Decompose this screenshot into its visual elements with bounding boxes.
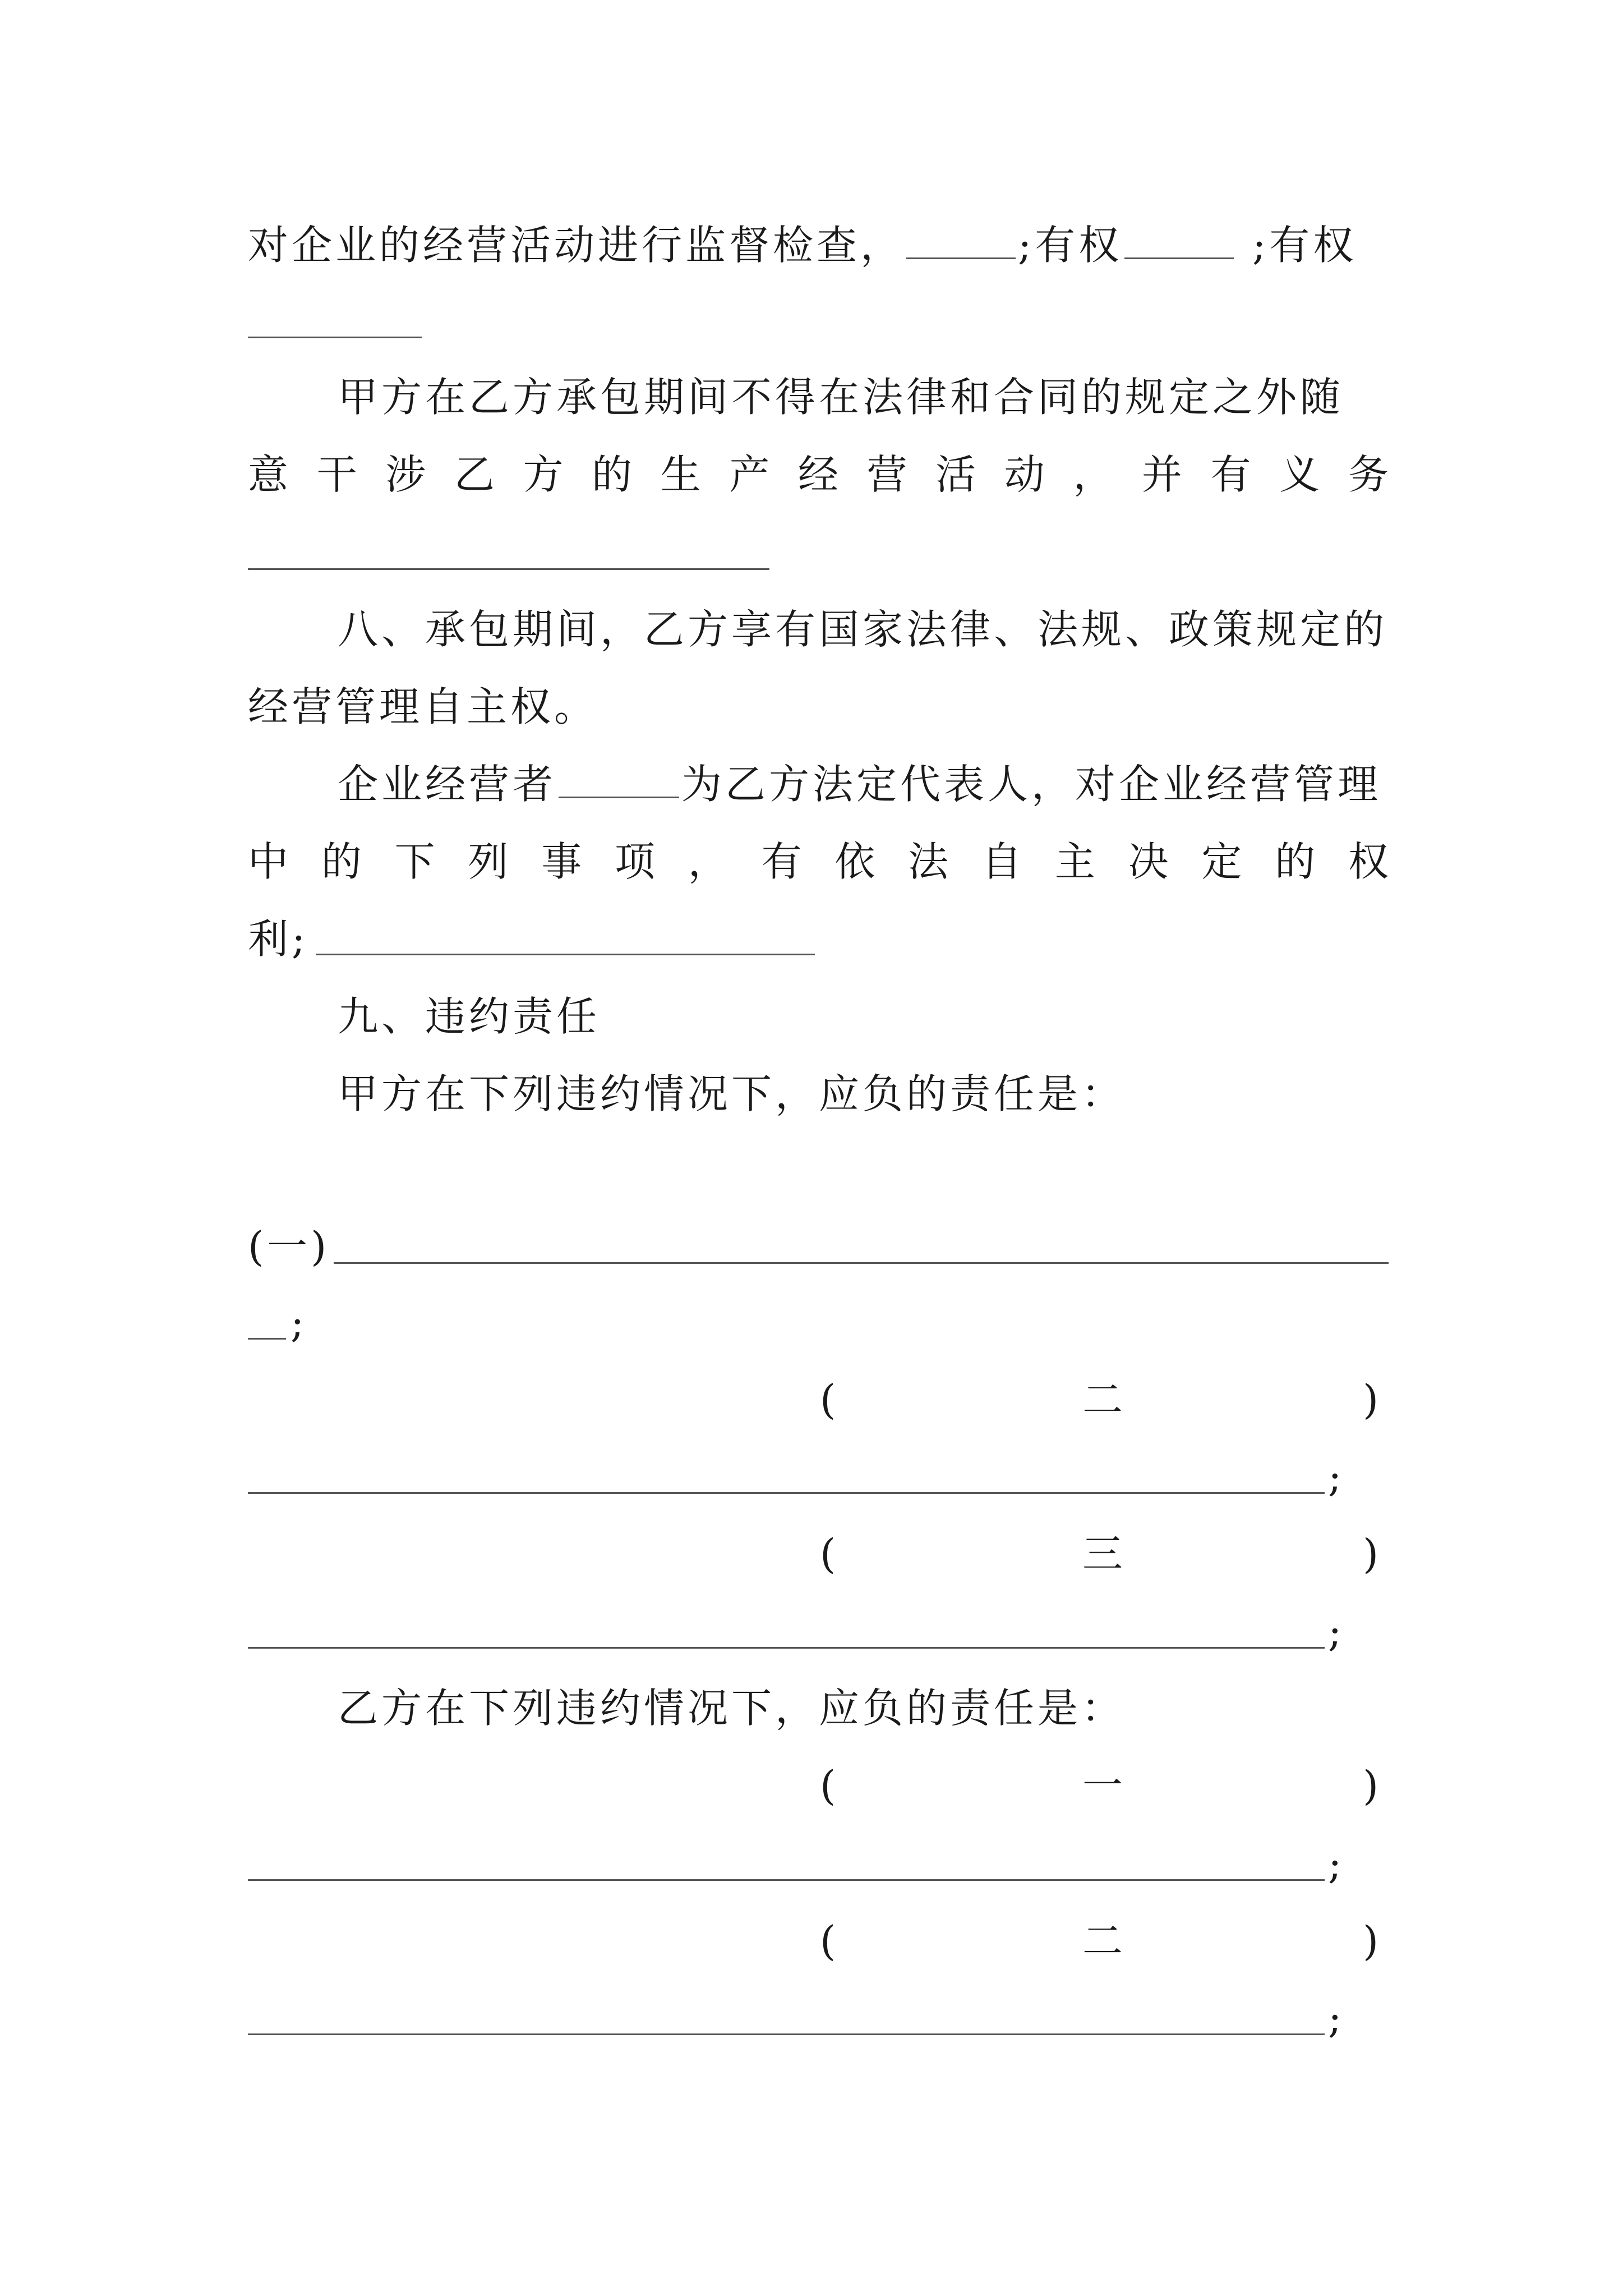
yi-item2-close: ) — [1363, 1917, 1382, 1964]
separator-text: ;有权 — [1018, 222, 1123, 269]
yi-item1-num: 一 — [1082, 1762, 1127, 1809]
jia-item2-close: ) — [1363, 1376, 1382, 1423]
blank-field[interactable] — [1124, 218, 1234, 259]
yi-item2-end: ; — [1328, 1995, 1345, 2042]
blank-field[interactable] — [248, 337, 422, 338]
yi-item1-end: ; — [1328, 1841, 1345, 1888]
blank-field[interactable] — [248, 1647, 1325, 1649]
blank-field[interactable] — [248, 1492, 1325, 1494]
supervision-line — [248, 209, 1389, 282]
jia-item3-num: 三 — [1082, 1530, 1127, 1577]
operator-line3: 利; — [248, 915, 309, 963]
operator-line1: 企业经营者 为乙方法定代表人，对企业经营管理 — [338, 748, 1389, 821]
blank-field[interactable] — [559, 757, 679, 798]
section8-line2: 经营管理自主权。 — [248, 683, 598, 730]
jia-item2-open: ( — [820, 1376, 840, 1423]
jia-item3-close: ) — [1363, 1530, 1382, 1577]
blank-field[interactable] — [906, 218, 1016, 259]
jia-item3-end: ; — [1328, 1608, 1345, 1655]
blank-field[interactable] — [248, 1338, 286, 1340]
jia-item2-end: ; — [1328, 1453, 1345, 1501]
yi-breach-intro: 乙方在下列违约情况下，应负的责任是： — [338, 1685, 1126, 1732]
yi-item1-close: ) — [1363, 1762, 1382, 1809]
jia-item2-num: 二 — [1082, 1376, 1127, 1423]
yi-item2-num: 二 — [1082, 1917, 1127, 1964]
jia-breach-intro: 甲方在下列违约情况下，应负的责任是： — [338, 1070, 1126, 1117]
jia-item1-label: (一) — [248, 1223, 330, 1270]
section8-line1: 八、承包期间，乙方享有国家法律、法规、政策规定的 — [338, 606, 1388, 653]
blank-field[interactable] — [248, 1879, 1325, 1881]
blank-field[interactable] — [334, 1262, 1389, 1264]
blank-field[interactable] — [316, 954, 815, 955]
separator-text: ;有权 — [1236, 222, 1357, 269]
jia-item1-end: ; — [291, 1299, 308, 1346]
operator-line2: 中 的 下 列 事 项 ， 有 依 法 自 主 决 定 的 权 — [248, 838, 1389, 885]
yi-item1-open: ( — [820, 1762, 840, 1809]
jia-obligation-line2: 意 干 涉 乙 方 的 生 产 经 营 活 动 ， 并 有 义 务 — [248, 451, 1389, 498]
jia-item3-open: ( — [820, 1530, 840, 1577]
blank-field[interactable] — [248, 2033, 1325, 2035]
supervision-text: 对企业的经营活动进行监督检查， — [248, 222, 905, 269]
jia-obligation-line1: 甲方在乙方承包期间不得在法律和合同的规定之外随 — [338, 374, 1344, 421]
yi-item2-open: ( — [820, 1917, 840, 1964]
blank-field[interactable] — [248, 568, 769, 570]
section9-heading: 九、违约责任 — [338, 993, 601, 1040]
